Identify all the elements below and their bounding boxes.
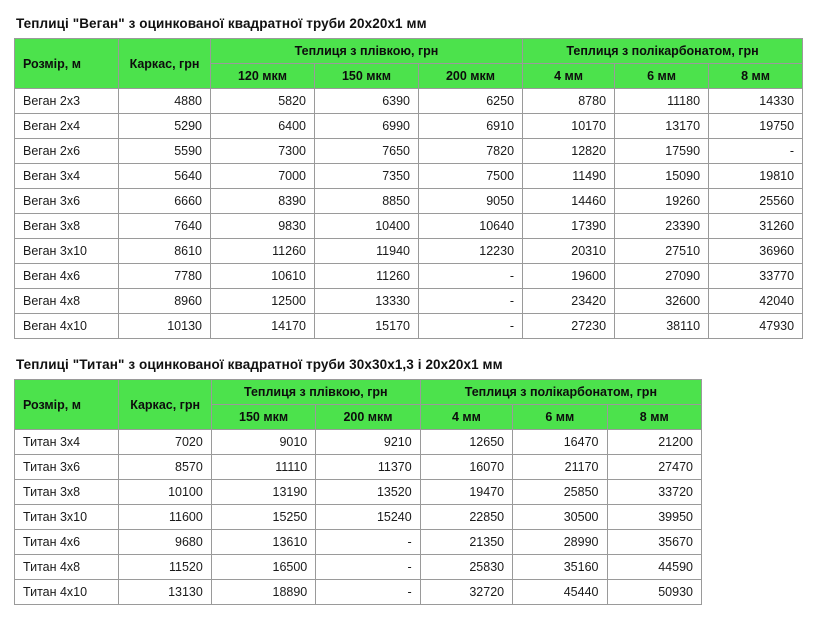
cell-film-120: 6400: [211, 114, 315, 139]
price-table-titan: [14, 379, 702, 605]
cell-pc-8: 35670: [607, 530, 702, 555]
cell-size: Веган 3х4: [15, 164, 119, 189]
cell-size: Веган 2х6: [15, 139, 119, 164]
cell-pc-4: 14460: [523, 189, 615, 214]
cell-frame: 7780: [119, 264, 211, 289]
cell-film-150: 8850: [315, 189, 419, 214]
cell-pc-4: 10170: [523, 114, 615, 139]
cell-film-120: 9830: [211, 214, 315, 239]
cell-size: Титан 3х4: [15, 430, 119, 455]
sub-header-pc-6: 6 мм: [513, 405, 607, 430]
cell-film-150: 7350: [315, 164, 419, 189]
cell-pc-8: 33720: [607, 480, 702, 505]
cell-frame: 6660: [119, 189, 211, 214]
cell-size: Веган 4х8: [15, 289, 119, 314]
cell-pc-8: 25560: [709, 189, 803, 214]
cell-pc-4: 32720: [420, 580, 512, 605]
cell-film-200: 9210: [316, 430, 420, 455]
table-row: [15, 505, 702, 530]
cell-pc-8: 31260: [709, 214, 803, 239]
cell-film-150: 6990: [315, 114, 419, 139]
cell-film-120: 14170: [211, 314, 315, 339]
cell-size: Веган 2х4: [15, 114, 119, 139]
cell-pc-4: 27230: [523, 314, 615, 339]
col-header-polycarbonate-group: Теплиця з полікарбонатом, грн: [420, 380, 701, 405]
cell-pc-4: 20310: [523, 239, 615, 264]
cell-film-150: 11110: [211, 455, 315, 480]
cell-size: Веган 2х3: [15, 89, 119, 114]
cell-pc-8: 33770: [709, 264, 803, 289]
cell-film-200: 7500: [419, 164, 523, 189]
cell-pc-8: 50930: [607, 580, 702, 605]
cell-size: Веган 3х8: [15, 214, 119, 239]
table-row: [15, 189, 803, 214]
sub-header-pc-8: 8 мм: [607, 405, 702, 430]
cell-size: Веган 3х10: [15, 239, 119, 264]
table-row: [15, 164, 803, 189]
cell-frame: 8960: [119, 289, 211, 314]
table-row: [15, 430, 702, 455]
table-row: [15, 114, 803, 139]
cell-size: Титан 4х8: [15, 555, 119, 580]
cell-pc-8: 27470: [607, 455, 702, 480]
price-table-vegan: [14, 38, 803, 339]
table-title-vegan: Теплиці "Веган" з оцинкованої квадратної труби 20х20х1 мм: [16, 16, 427, 31]
cell-film-150: 6390: [315, 89, 419, 114]
cell-pc-4: 16070: [420, 455, 512, 480]
cell-pc-8: 39950: [607, 505, 702, 530]
cell-pc-6: 38110: [615, 314, 709, 339]
cell-film-150: 13190: [211, 480, 315, 505]
table-row: [15, 555, 702, 580]
table-row: [15, 530, 702, 555]
cell-film-200: 9050: [419, 189, 523, 214]
cell-frame: 13130: [119, 580, 211, 605]
table-body-vegan: [15, 89, 803, 339]
cell-pc-8: 44590: [607, 555, 702, 580]
cell-pc-4: 12650: [420, 430, 512, 455]
cell-pc-6: 27090: [615, 264, 709, 289]
col-header-size: Розмір, м: [15, 39, 119, 89]
cell-frame: 7640: [119, 214, 211, 239]
cell-pc-6: 16470: [513, 430, 607, 455]
sub-header-film-120: 120 мкм: [211, 64, 315, 89]
cell-film-200: 6910: [419, 114, 523, 139]
cell-pc-4: 22850: [420, 505, 512, 530]
cell-pc-6: 30500: [513, 505, 607, 530]
table-row: [15, 480, 702, 505]
cell-frame: 8570: [119, 455, 211, 480]
table-row: [15, 239, 803, 264]
cell-size: Титан 3х10: [15, 505, 119, 530]
cell-frame: 5640: [119, 164, 211, 189]
sub-header-pc-4: 4 мм: [523, 64, 615, 89]
cell-film-150: 9010: [211, 430, 315, 455]
cell-film-200: 12230: [419, 239, 523, 264]
table-row: [15, 214, 803, 239]
table-row: [15, 264, 803, 289]
cell-pc-4: 8780: [523, 89, 615, 114]
sub-header-pc-4: 4 мм: [420, 405, 512, 430]
cell-pc-8: 47930: [709, 314, 803, 339]
table-row: [15, 314, 803, 339]
cell-pc-8: 36960: [709, 239, 803, 264]
table-row: [15, 289, 803, 314]
cell-pc-8: -: [709, 139, 803, 164]
cell-pc-6: 17590: [615, 139, 709, 164]
cell-film-200: -: [419, 264, 523, 289]
cell-film-200: -: [316, 580, 420, 605]
cell-frame: 5590: [119, 139, 211, 164]
cell-frame: 10130: [119, 314, 211, 339]
cell-pc-4: 12820: [523, 139, 615, 164]
table-head-titan: [15, 380, 702, 430]
header-row-groups: [15, 380, 702, 405]
cell-size: Веган 4х10: [15, 314, 119, 339]
cell-film-120: 7000: [211, 164, 315, 189]
cell-film-200: 6250: [419, 89, 523, 114]
col-header-polycarbonate-group: Теплиця з полікарбонатом, грн: [523, 39, 803, 64]
sub-header-pc-8: 8 мм: [709, 64, 803, 89]
cell-pc-6: 13170: [615, 114, 709, 139]
cell-film-150: 7650: [315, 139, 419, 164]
cell-frame: 9680: [119, 530, 211, 555]
cell-film-200: -: [316, 530, 420, 555]
cell-size: Титан 3х6: [15, 455, 119, 480]
cell-film-200: 11370: [316, 455, 420, 480]
cell-pc-8: 14330: [709, 89, 803, 114]
cell-pc-4: 11490: [523, 164, 615, 189]
cell-film-150: 16500: [211, 555, 315, 580]
cell-frame: 5290: [119, 114, 211, 139]
section-spacer: [14, 339, 801, 353]
cell-pc-6: 35160: [513, 555, 607, 580]
cell-film-150: 13330: [315, 289, 419, 314]
cell-pc-4: 17390: [523, 214, 615, 239]
cell-film-150: 10400: [315, 214, 419, 239]
table-body-titan: [15, 430, 702, 605]
cell-size: Титан 3х8: [15, 480, 119, 505]
cell-pc-4: 25830: [420, 555, 512, 580]
cell-pc-4: 19600: [523, 264, 615, 289]
cell-pc-6: 21170: [513, 455, 607, 480]
sub-header-pc-6: 6 мм: [615, 64, 709, 89]
cell-pc-6: 23390: [615, 214, 709, 239]
cell-film-120: 11260: [211, 239, 315, 264]
cell-size: Титан 4х10: [15, 580, 119, 605]
cell-pc-6: 25850: [513, 480, 607, 505]
cell-pc-6: 45440: [513, 580, 607, 605]
cell-pc-6: 27510: [615, 239, 709, 264]
table-row: [15, 89, 803, 114]
cell-film-150: 13610: [211, 530, 315, 555]
table-head-vegan: [15, 39, 803, 89]
cell-frame: 11520: [119, 555, 211, 580]
cell-film-120: 7300: [211, 139, 315, 164]
cell-film-120: 10610: [211, 264, 315, 289]
cell-pc-6: 15090: [615, 164, 709, 189]
cell-pc-4: 23420: [523, 289, 615, 314]
cell-pc-6: 28990: [513, 530, 607, 555]
cell-size: Веган 4х6: [15, 264, 119, 289]
table-row: [15, 580, 702, 605]
cell-frame: 8610: [119, 239, 211, 264]
col-header-frame: Каркас, грн: [119, 39, 211, 89]
cell-frame: 7020: [119, 430, 211, 455]
cell-film-150: 15170: [315, 314, 419, 339]
sub-header-film-150: 150 мкм: [315, 64, 419, 89]
sub-header-film-200: 200 мкм: [316, 405, 420, 430]
cell-film-150: 11940: [315, 239, 419, 264]
cell-pc-4: 21350: [420, 530, 512, 555]
cell-film-150: 15250: [211, 505, 315, 530]
col-header-film-group: Теплиця з плівкою, грн: [211, 39, 523, 64]
cell-film-200: 13520: [316, 480, 420, 505]
cell-pc-6: 19260: [615, 189, 709, 214]
cell-film-150: 11260: [315, 264, 419, 289]
cell-film-200: 10640: [419, 214, 523, 239]
cell-size: Веган 3х6: [15, 189, 119, 214]
cell-film-120: 12500: [211, 289, 315, 314]
cell-frame: 10100: [119, 480, 211, 505]
cell-film-200: -: [419, 289, 523, 314]
cell-film-200: -: [316, 555, 420, 580]
cell-film-200: -: [419, 314, 523, 339]
cell-pc-6: 32600: [615, 289, 709, 314]
col-header-size: Розмір, м: [15, 380, 119, 430]
sub-header-film-150: 150 мкм: [211, 405, 315, 430]
sub-header-film-200: 200 мкм: [419, 64, 523, 89]
cell-size: Титан 4х6: [15, 530, 119, 555]
cell-film-150: 18890: [211, 580, 315, 605]
cell-film-200: 7820: [419, 139, 523, 164]
header-row-groups: [15, 39, 803, 64]
cell-pc-8: 19810: [709, 164, 803, 189]
cell-pc-4: 19470: [420, 480, 512, 505]
table-title-titan: Теплиці "Титан" з оцинкованої квадратної труби 30х30х1,3 і 20х20х1 мм: [16, 357, 503, 372]
cell-pc-8: 21200: [607, 430, 702, 455]
cell-film-120: 8390: [211, 189, 315, 214]
col-header-frame: Каркас, грн: [119, 380, 211, 430]
cell-pc-8: 19750: [709, 114, 803, 139]
cell-frame: 4880: [119, 89, 211, 114]
cell-film-200: 15240: [316, 505, 420, 530]
cell-film-120: 5820: [211, 89, 315, 114]
table-row: [15, 455, 702, 480]
table-row: [15, 139, 803, 164]
col-header-film-group: Теплиця з плівкою, грн: [211, 380, 420, 405]
cell-pc-8: 42040: [709, 289, 803, 314]
cell-frame: 11600: [119, 505, 211, 530]
cell-pc-6: 11180: [615, 89, 709, 114]
